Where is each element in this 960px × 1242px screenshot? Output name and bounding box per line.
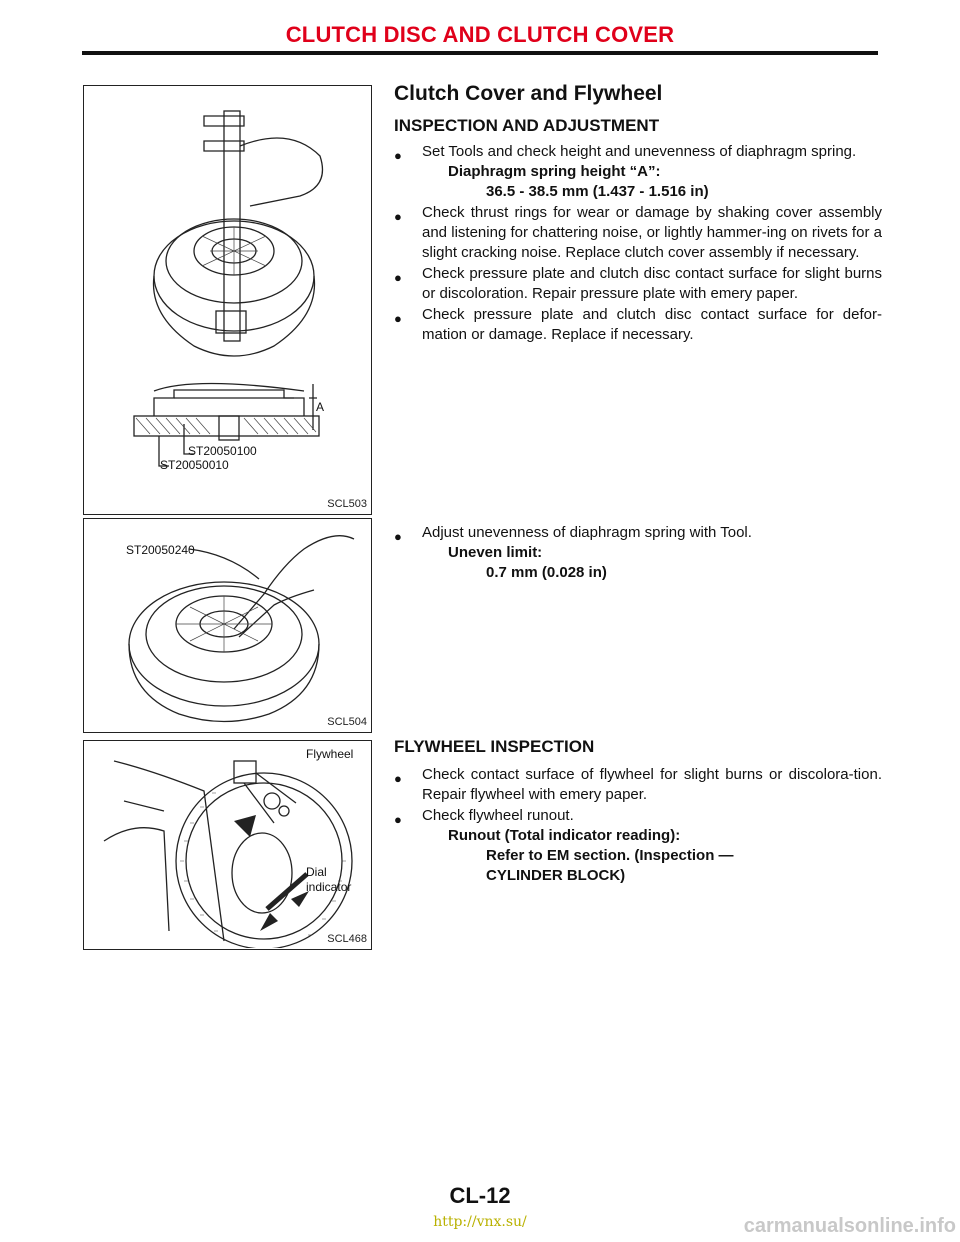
bullet-icon: ● <box>394 148 402 163</box>
bullet-item <box>394 305 882 345</box>
flywheel-title: FLYWHEEL INSPECTION <box>394 737 595 756</box>
bullet-icon: ● <box>394 529 402 544</box>
dimension-label-a: A <box>316 400 325 414</box>
section-title: Clutch Cover and Flywheel <box>394 82 663 105</box>
bullet-icon: ● <box>394 311 402 326</box>
watermark: carmanualsonline.info <box>743 1215 956 1237</box>
bullet-text: Check flywheel runout. <box>422 807 574 824</box>
bullet-item <box>394 765 882 805</box>
label-flywheel: Flywheel <box>306 747 354 761</box>
spec-label: Diaphragm spring height “A”: <box>448 163 661 180</box>
header-rule <box>82 51 878 55</box>
footer-url-link[interactable]: http://vnx.su/ <box>433 1214 527 1230</box>
flywheel-runout-illustration <box>84 741 370 948</box>
figure-scl504 <box>83 518 372 733</box>
tool-label-st20050100: ST20050100 <box>188 444 257 458</box>
bullet-item <box>394 523 882 543</box>
figure-code: SCL503 <box>327 498 367 510</box>
figure-code: SCL468 <box>327 933 367 945</box>
bullet-icon: ● <box>394 812 402 827</box>
inspection-section <box>394 82 882 345</box>
figure-scl503 <box>83 85 372 515</box>
bullet-icon: ● <box>394 771 402 786</box>
page-number: CL-12 <box>449 1183 511 1208</box>
bullet-icon: ● <box>394 209 402 224</box>
figure-scl468 <box>83 740 372 950</box>
label-indicator: indicator <box>306 880 352 894</box>
spec-value: 36.5 - 38.5 mm (1.437 - 1.516 in) <box>486 183 709 200</box>
adjust-section <box>394 522 882 583</box>
page-header-title: CLUTCH DISC AND CLUTCH COVER <box>285 22 675 47</box>
label-dial: Dial <box>306 865 327 879</box>
runout-label: Runout (Total indicator reading): <box>448 827 681 844</box>
inspection-subtitle: INSPECTION AND ADJUSTMENT <box>394 116 660 135</box>
bullet-item <box>394 264 882 304</box>
uneven-value: 0.7 mm (0.028 in) <box>486 564 607 581</box>
figure-code: SCL504 <box>327 716 367 728</box>
tool-label-st20050010: ST20050010 <box>160 458 229 472</box>
bullet-item <box>394 806 882 826</box>
uneven-label: Uneven limit: <box>448 544 543 561</box>
bullet-text: Check contact surface of flywheel for slight burns or discolora-tion. Repair flywheel with emery paper. <box>422 766 882 803</box>
tool-label-st20050240: ST20050240 <box>126 543 195 557</box>
bullet-item <box>394 203 882 263</box>
bullet-item <box>394 142 882 162</box>
bullet-text: Check pressure plate and clutch disc contact surface for slight burns or discoloration. Repair pressure plate with emery paper. <box>422 265 882 302</box>
bullet-text: Check pressure plate and clutch disc contact surface for defor-mation or damage. Replace if necessary. <box>422 306 882 343</box>
runout-value: Refer to EM section. (Inspection — CYLINDER BLOCK) <box>486 847 734 884</box>
bullet-text: Adjust unevenness of diaphragm spring with Tool. <box>422 524 752 541</box>
flywheel-section <box>394 737 882 886</box>
bullet-icon: ● <box>394 270 402 285</box>
bullet-text: Check thrust rings for wear or damage by shaking cover assembly and listening for chattering noise, or lightly hammer-ing on rivets for a slight cracking noise. Replace clutch cover assembly if necessary. <box>422 204 882 261</box>
bullet-text: Set Tools and check height and unevenness of diaphragm spring. <box>422 143 857 160</box>
